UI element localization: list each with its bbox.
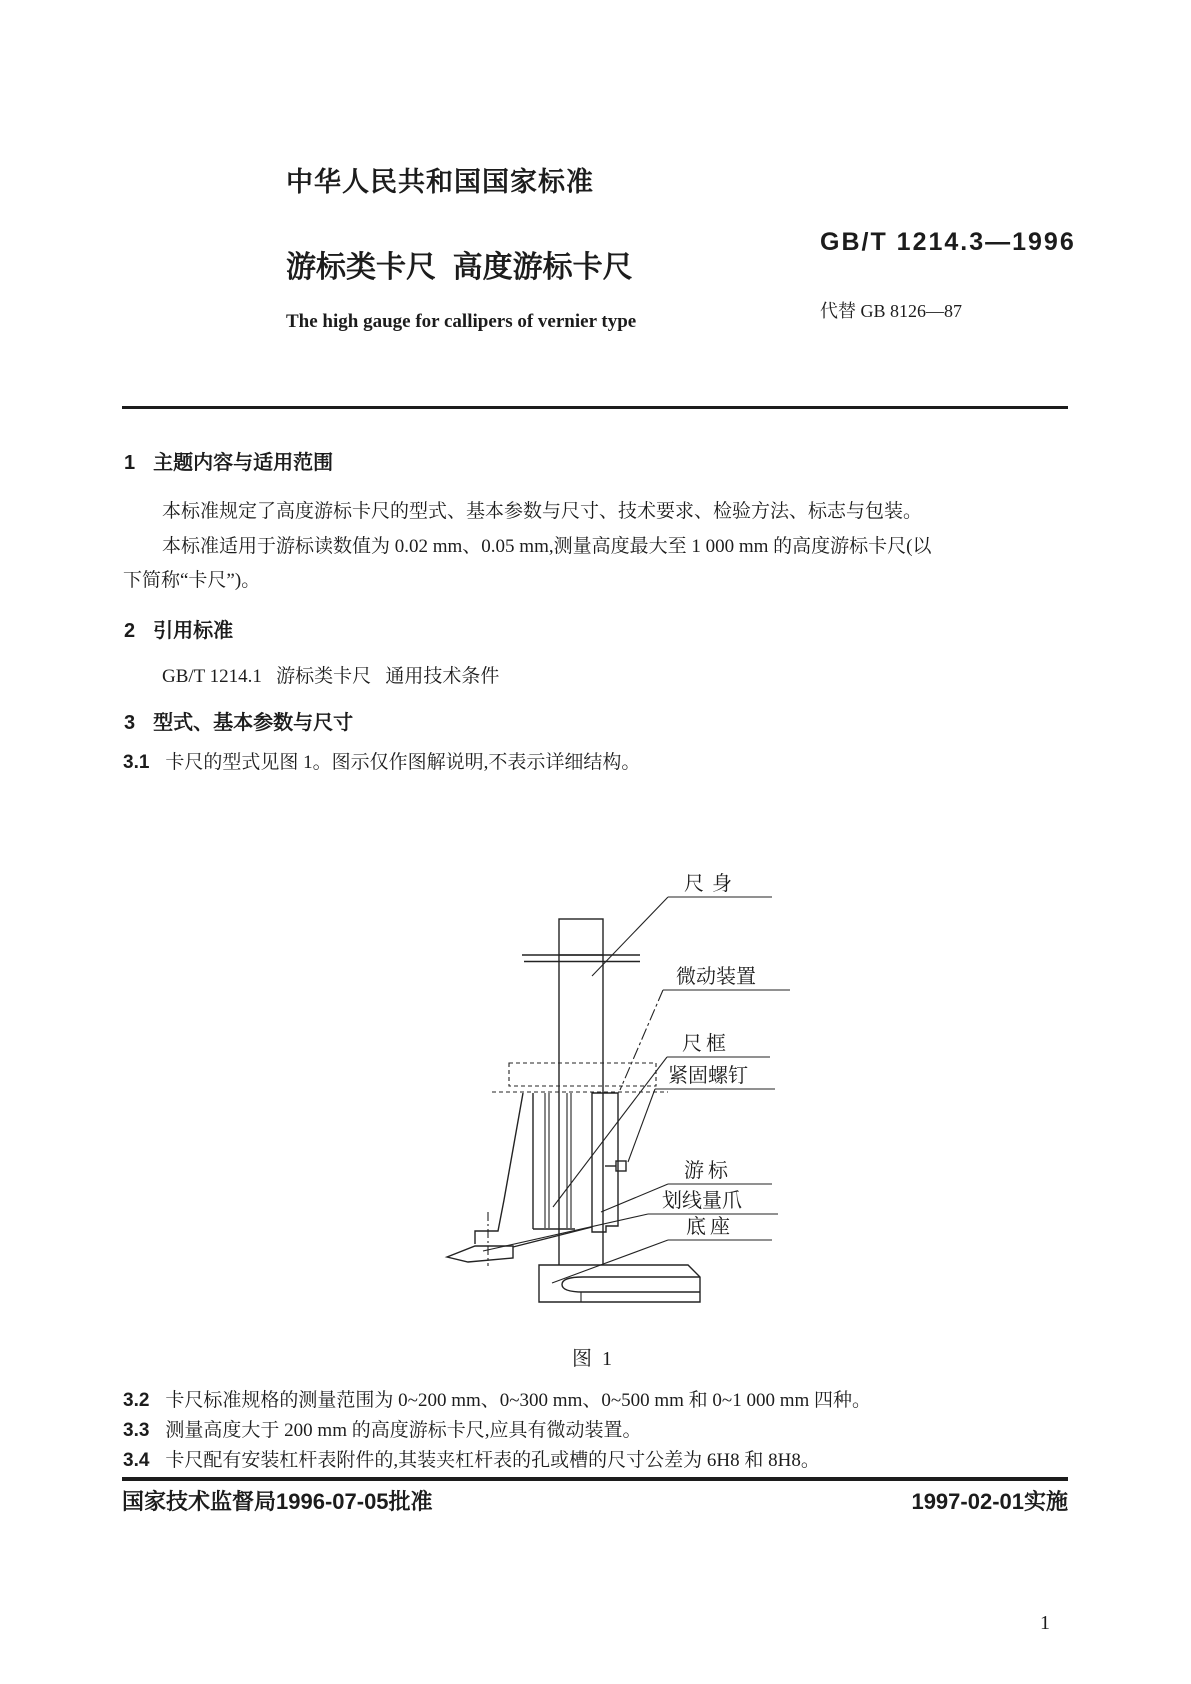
leader-scribing-jaw: [483, 1214, 648, 1251]
label-vernier: 游标: [684, 1160, 732, 1182]
clause-3-1-number: 3.1: [123, 752, 150, 773]
leader-vernier: [601, 1184, 668, 1212]
footer-divider: [122, 1477, 1068, 1481]
figure-1-drawing: [390, 812, 1080, 1317]
label-frame: 尺框: [682, 1033, 730, 1055]
clause-3-2-text: 卡尺标准规格的测量范围为 0~200 mm、0~300 mm、0~500 mm 和 0~1 000 mm 四种。: [165, 1390, 872, 1411]
leader-fine-adjustment: [620, 990, 663, 1090]
section1-paragraph-2-line2: 下简称“卡尺”)。: [123, 570, 261, 591]
label-beam: 尺身: [684, 873, 740, 895]
frame-left-slant: [475, 1093, 523, 1244]
section3-heading: [124, 712, 353, 735]
clause-3-2-number: 3.2: [123, 1390, 150, 1411]
figure-1-caption: 图 1: [572, 1348, 612, 1370]
base-groove-tongue: [562, 1277, 583, 1292]
clause-3-4-number: 3.4: [123, 1450, 150, 1471]
national-standard-banner: 中华人民共和国国家标准: [286, 167, 594, 197]
section1-title: 主题内容与适用范围: [153, 452, 334, 474]
label-fine-adjustment: 微动装置: [676, 966, 756, 988]
section2-title: 引用标准: [153, 620, 234, 642]
section3-number: 3: [124, 712, 136, 734]
frame-bottom-slant: [513, 1227, 592, 1247]
beam-top-cap: [559, 919, 603, 955]
clause-3-3: [123, 1420, 641, 1442]
label-base: 底座: [686, 1216, 734, 1238]
section1-paragraph-2-line1: 本标准适用于游标读数值为 0.02 mm、0.05 mm,测量高度最大至 1 000 mm 的高度游标卡尺(以: [162, 536, 932, 557]
clause-3-3-number: 3.3: [123, 1420, 150, 1441]
clause-3-4-text: 卡尺配有安装杠杆表附件的,其装夹杠杆表的孔或槽的尺寸公差为 6H8 和 8H8。: [165, 1450, 820, 1471]
section1-paragraph-1: 本标准规定了高度游标卡尺的型式、基本参数与尺寸、技术要求、检验方法、标志与包装。: [162, 501, 923, 522]
document-title-cn: 游标类卡尺 高度游标卡尺: [286, 251, 633, 284]
section3-title: 型式、基本参数与尺寸: [153, 712, 354, 734]
document-title-en: The high gauge for callipers of vernier type: [286, 311, 637, 332]
referenced-standard: GB/T 1214.1 游标类卡尺 通用技术条件: [162, 666, 500, 687]
approval-note: 国家技术监督局1996-07-05批准: [122, 1489, 433, 1514]
section1-number: 1: [124, 452, 136, 474]
replaces-note: 代替 GB 8126—87: [820, 301, 963, 321]
section1-heading: [124, 452, 333, 475]
leader-clamp-screw: [628, 1089, 655, 1162]
implementation-note: 1997-02-01实施: [911, 1489, 1068, 1514]
clause-3-3-text: 测量高度大于 200 mm 的高度游标卡尺,应具有微动装置。: [165, 1420, 642, 1441]
section2-heading: [124, 620, 233, 643]
header-divider: [122, 406, 1068, 409]
page-number: 1: [1040, 1612, 1050, 1634]
clause-3-1: [123, 752, 640, 774]
label-clamp-screw: 紧固螺钉: [668, 1065, 748, 1087]
clause-3-1-text: 卡尺的型式见图 1。图示仅作图解说明,不表示详细结构。: [165, 752, 641, 773]
scribing-jaw-blade: [447, 1246, 513, 1262]
vernier-plate: [592, 1093, 618, 1232]
leader-frame: [553, 1057, 667, 1207]
standard-code: GB/T 1214.3—1996: [820, 228, 1076, 256]
clause-3-2: [123, 1390, 871, 1412]
clause-3-4: [123, 1450, 820, 1472]
footer-row: [122, 1489, 1068, 1514]
label-scribing-jaw: 划线量爪: [662, 1190, 742, 1212]
fine-adjustment-band: [509, 1063, 656, 1086]
section2-number: 2: [124, 620, 136, 642]
base-outline: [539, 1265, 700, 1302]
